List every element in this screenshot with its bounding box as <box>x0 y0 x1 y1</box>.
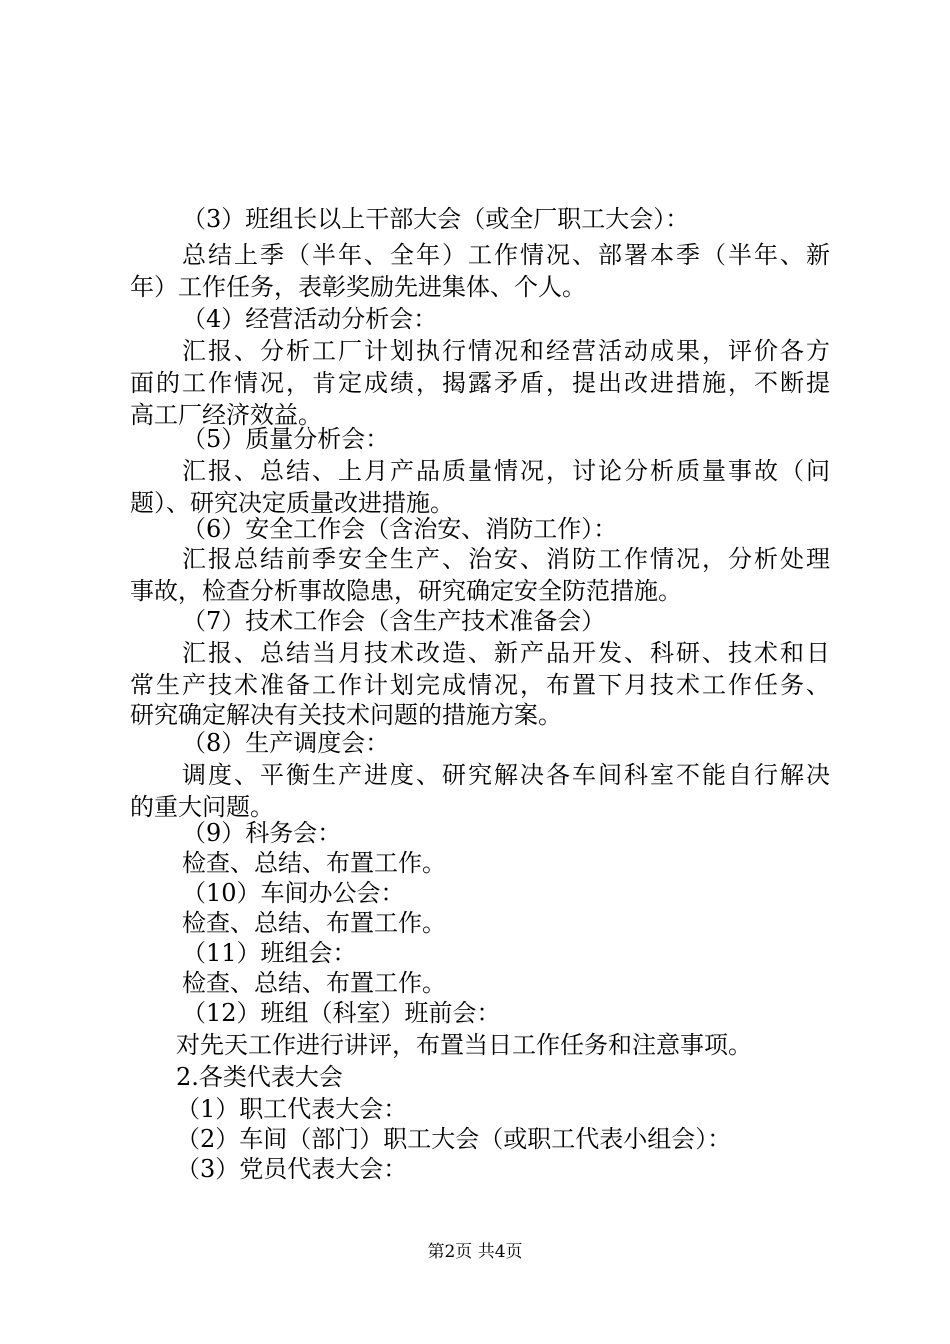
subheading-8-production-dispatch: （8）生产调度会： <box>182 729 390 757</box>
section-heading-2-delegate-congresses: 2.各类代表大会 <box>176 1063 343 1091</box>
subheading-3-party-congress: （3）党员代表大会： <box>176 1155 408 1183</box>
paragraph-line: 对先天工作进行讲评，布置当日工作任务和注意事项。 <box>176 1031 752 1059</box>
paragraph-line: 事故，检查分析事故隐患，研究确定安全防范措施。 <box>130 577 682 605</box>
paragraph-line: 检查、总结、布置工作。 <box>182 969 446 997</box>
subheading-11-team-meeting: （11）班组会： <box>182 939 357 967</box>
paragraph-line: 调度、平衡生产进度、研究解决各车间科室不能自行解决 <box>182 761 830 789</box>
paragraph-line: 汇报、总结、上月产品质量情况，讨论分析质量事故（问 <box>182 457 830 485</box>
subheading-9-section-meeting: （9）科务会： <box>182 819 342 847</box>
page-number-footer: 第2页 共4页 <box>427 1242 523 1262</box>
subheading-6-safety-meeting: （6）安全工作会（含治安、消防工作）： <box>182 515 618 543</box>
paragraph-line: 总结上季（半年、全年）工作情况、部署本季（半年、新 <box>182 241 830 269</box>
paragraph-line: 的重大问题。 <box>130 793 274 821</box>
subheading-4-business-analysis: （4）经营活动分析会： <box>182 305 438 333</box>
subheading-10-workshop-office-meeting: （10）车间办公会： <box>182 879 405 907</box>
paragraph-line: 题）、研究决定质量改进措施。 <box>130 489 454 517</box>
paragraph-line: 检查、总结、布置工作。 <box>182 849 446 877</box>
subheading-7-technical-meeting: （7）技术工作会（含生产技术准备会） <box>182 607 606 635</box>
paragraph-line: 面的工作情况，肯定成绩，揭露矛盾，提出改进措施，不断提 <box>130 369 830 397</box>
subheading-3-cadre-meeting: （3）班组长以上干部大会（或全厂职工大会）： <box>182 205 690 233</box>
subheading-1-workers-congress: （1）职工代表大会： <box>176 1095 408 1123</box>
paragraph-line: 高工厂经济效益。 <box>130 401 322 429</box>
paragraph-line: 汇报、总结当月技术改造、新产品开发、科研、技术和日 <box>182 639 830 667</box>
paragraph-line: 汇报总结前季安全生产、治安、消防工作情况，分析处理 <box>182 545 830 573</box>
subheading-12-pre-shift-meeting: （12）班组（科室）班前会： <box>182 999 501 1027</box>
paragraph-line: 汇报、分析工厂计划执行情况和经营活动成果，评价各方 <box>182 337 830 365</box>
paragraph-line: 检查、总结、布置工作。 <box>182 909 446 937</box>
subheading-5-quality-analysis: （5）质量分析会： <box>182 425 390 453</box>
subheading-2-workshop-workers-meeting: （2）车间（部门）职工大会（或职工代表小组会）： <box>176 1125 732 1153</box>
paragraph-line: 常生产技术准备工作计划完成情况，布置下月技术工作任务、 <box>130 671 830 699</box>
paragraph-line: 年）工作任务，表彰奖励先进集体、个人。 <box>130 273 586 301</box>
paragraph-line: 研究确定解决有关技术问题的措施方案。 <box>130 701 562 729</box>
